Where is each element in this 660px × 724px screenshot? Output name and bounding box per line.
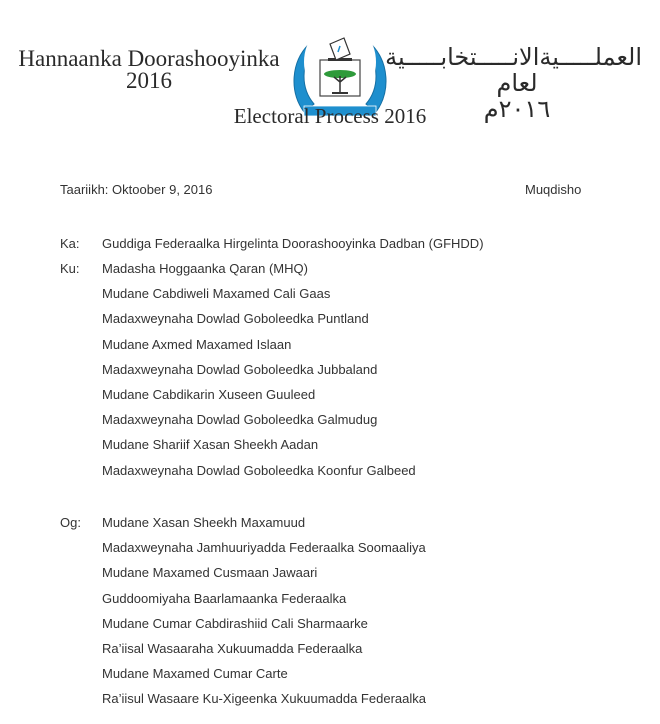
og-recipient-line: Mudane Cumar Cabdirashiid Cali Sharmaarke xyxy=(102,615,368,631)
ka-recipient-line: Guddiga Federaalka Hirgelinta Doorashooyinka Dadban (GFHDD) xyxy=(102,236,484,251)
ku-recipient-line: Madaxweynaha Dowlad Goboleedka Galmudug xyxy=(102,412,378,428)
og-recipient-line: Mudane Xasan Sheekh Maxamuud xyxy=(102,515,306,530)
og-recipient-line: Mudane Maxamed Cumar Carte xyxy=(102,666,288,682)
ku-recipient-line: Madaxweynaha Dowlad Goboleedka Koonfur Galbeed xyxy=(102,462,416,478)
ka-label: Ka: xyxy=(60,236,80,251)
header-somali-line1: Hannaanka Doorashooyinka xyxy=(18,46,280,71)
header-somali-line2: 2016 xyxy=(126,68,172,93)
ku-recipient-line: Mudane Cabdikarin Xuseen Guuleed xyxy=(102,387,316,402)
ku-recipient-line: Mudane Axmed Maxamed Islaan xyxy=(102,336,292,352)
ku-recipient-line: Madasha Hoggaanka Qaran (MHQ) xyxy=(102,261,308,276)
ku-recipient-line: Madaxweynaha Dowlad Goboleedka Puntland xyxy=(102,311,369,327)
document-title: Electoral Process 2016 xyxy=(233,104,427,128)
header-arabic-line1: العملـــــيةالانـــــتخابـــــية لعام xyxy=(385,43,642,97)
ku-recipient-line: Mudane Cabdiweli Maxamed Cali Gaas xyxy=(102,286,331,302)
og-recipient-line: Ra’iisal Wasaaraha Xukuumadda Federaalka xyxy=(102,641,363,656)
letter-city: Muqdisho xyxy=(525,182,582,197)
ku-recipient-line: Mudane Shariif Xasan Sheekh Aadan xyxy=(102,437,319,453)
og-recipient-line: Ra’iisul Wasaare Ku-Xigeenka Xukuumadda Federaalka xyxy=(102,691,426,707)
og-recipient-line: Guddoomiyaha Baarlamaanka Federaalka xyxy=(102,590,347,606)
header-somali xyxy=(18,48,280,92)
og-recipient-line: Madaxweynaha Jamhuuriyadda Federaalka Soomaaliya xyxy=(102,540,426,556)
og-recipient-line: Mudane Maxamed Cusmaan Jawaari xyxy=(102,565,318,581)
ku-recipient-line: Madaxweynaha Dowlad Goboleedka Jubbaland xyxy=(102,361,378,377)
header-arabic-line2: ٢٠١٦م xyxy=(483,95,551,123)
og-label: Og: xyxy=(60,515,81,530)
letter-date: Taariikh: Oktoober 9, 2016 xyxy=(60,182,213,197)
ku-label: Ku: xyxy=(60,261,80,276)
